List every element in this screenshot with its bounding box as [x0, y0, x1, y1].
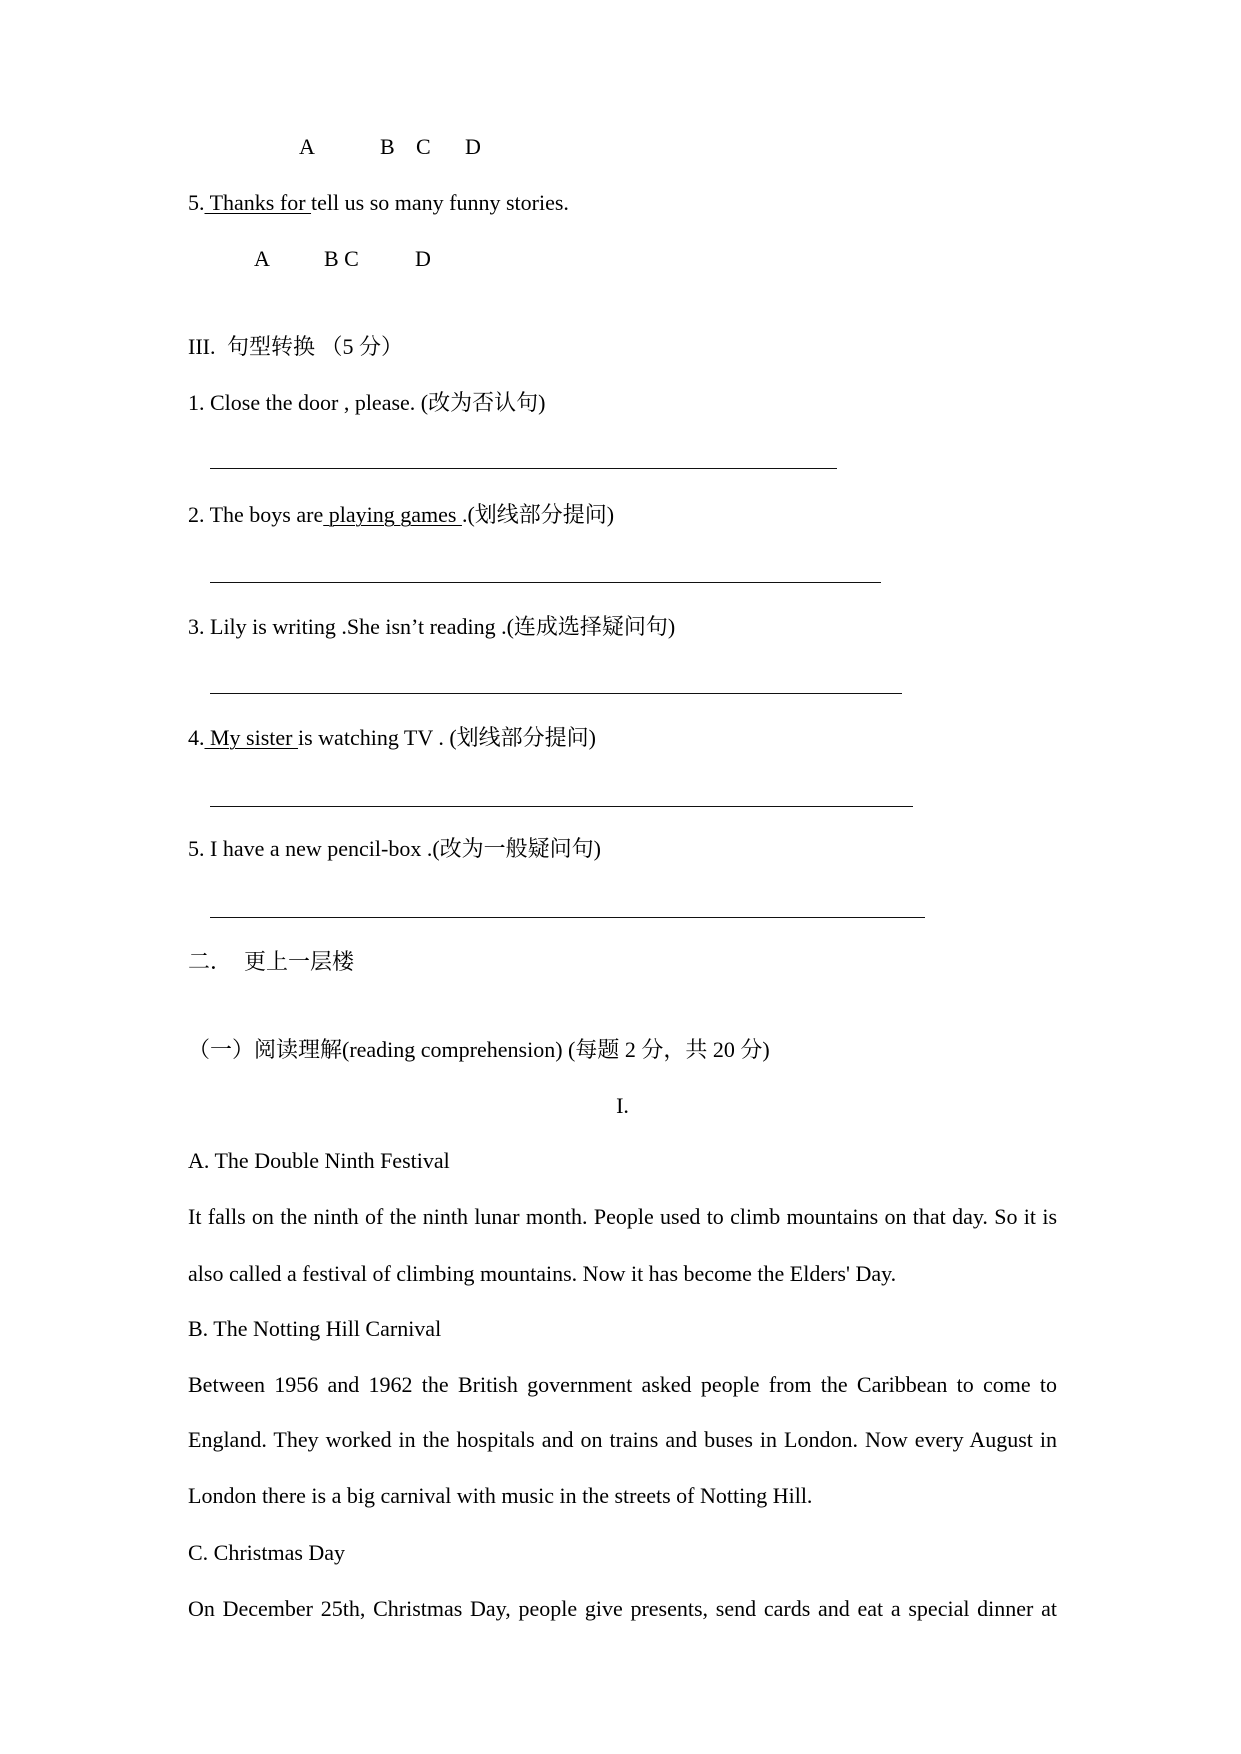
section3-item-3 — [188, 612, 675, 642]
q5-number: 5. — [188, 190, 205, 215]
q4-option-d: D — [465, 134, 481, 159]
section3-number: III. — [188, 334, 216, 359]
item-1-text: 1. Close the door , please. (改为否认句) — [188, 390, 546, 415]
q5-rest: tell us so many funny stories. — [311, 190, 569, 215]
item-2-underlined-phrase: playing games — [323, 502, 462, 527]
q4-option-b: B — [380, 134, 395, 159]
reading-roman-numeral: I. — [616, 1093, 629, 1118]
item-2-prefix: 2. The boys are — [188, 502, 324, 527]
q4-option-a: A — [299, 134, 315, 159]
answer-line-3 — [210, 693, 902, 694]
part2-number: 二． — [188, 949, 233, 974]
q4-option-c: C — [416, 134, 431, 159]
passage-a-title: A. The Double Ninth Festival — [188, 1148, 450, 1173]
item-4-suffix: is watching TV . (划线部分提问) — [298, 725, 596, 750]
section3-item-5 — [188, 834, 601, 864]
section3-item-2 — [188, 500, 614, 530]
item-3-text: 3. Lily is writing .She isn’t reading .(连成选择疑问句) — [188, 614, 676, 639]
q5-option-a: A — [254, 246, 270, 271]
passage-c-line-1: On December 25th, Christmas Day, people give presents, send cards and eat a special dinner at — [188, 1596, 1057, 1621]
section3-item-4 — [188, 723, 596, 753]
passage-a-line-1: It falls on the ninth of the ninth lunar month. People used to climb mountains on that day. So it is — [188, 1204, 1057, 1229]
section3-item-1 — [188, 388, 545, 418]
passage-b-line-3: London there is a big carnival with music in the streets of Notting Hill. — [188, 1483, 813, 1508]
q5-sentence — [188, 188, 569, 218]
answer-line-1 — [210, 468, 837, 469]
section3-title: 句型转换 （5 分） — [227, 334, 404, 359]
answer-line-5 — [210, 917, 925, 918]
answer-line-4 — [210, 806, 913, 807]
item-5-text: 5. I have a new pencil-box .(改为一般疑问句) — [188, 836, 602, 861]
q5-underlined-phrase: Thanks for — [204, 190, 312, 215]
item-4-underlined-phrase: My sister — [204, 725, 298, 750]
reading-heading: （一）阅读理解(reading comprehension) (每题 2 分，共 20 分) — [188, 1037, 770, 1062]
answer-line-2 — [210, 582, 881, 583]
q5-option-d: D — [415, 246, 431, 271]
q5-option-bc: B C — [324, 246, 359, 271]
item-2-suffix: .(划线部分提问) — [461, 502, 615, 527]
passage-b-line-1: Between 1956 and 1962 the British government asked people from the Caribbean to come to — [188, 1372, 1057, 1397]
passage-b-title: B. The Notting Hill Carnival — [188, 1316, 442, 1341]
part2-title: 更上一层楼 — [244, 949, 355, 974]
passage-b-line-2: England. They worked in the hospitals and on trains and buses in London. Now every August in — [188, 1427, 1057, 1452]
item-4-prefix: 4. — [188, 725, 205, 750]
passage-c-title: C. Christmas Day — [188, 1540, 346, 1565]
passage-a-line-2: also called a festival of climbing mountains. Now it has become the Elders' Day. — [188, 1261, 897, 1286]
